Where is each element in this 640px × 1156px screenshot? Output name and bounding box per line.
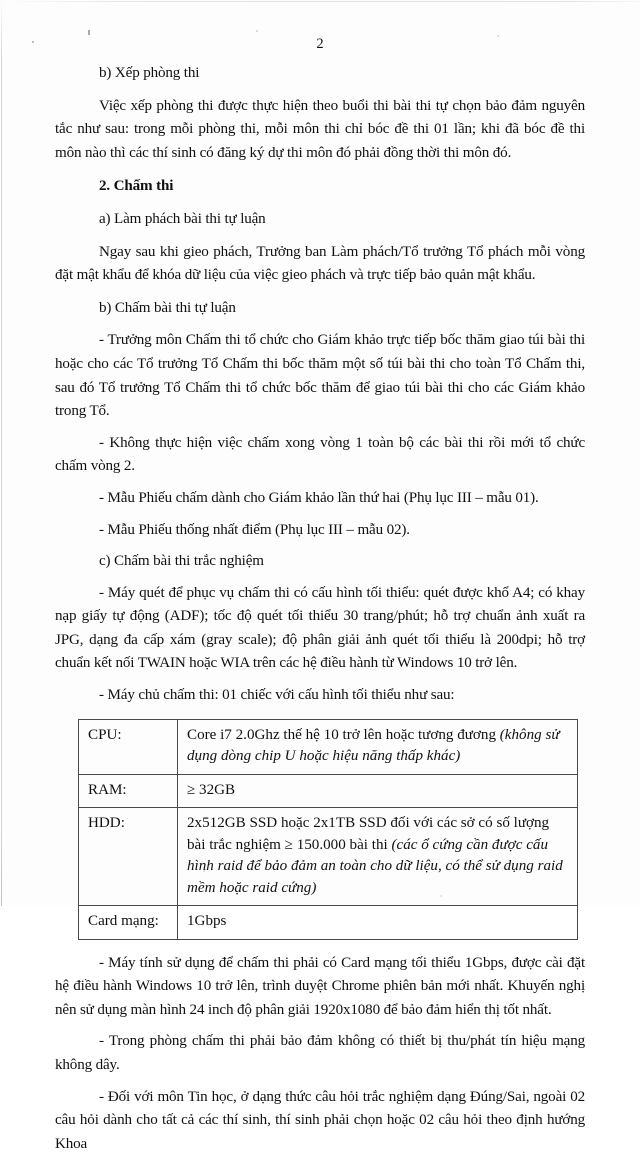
paragraph-xep-phong-thi: Việc xếp phòng thi được thực hiện theo buổi thi bài thi tự chọn bảo đảm nguyên tắc như sau: trong mỗi phòng thi, mỗi môn thi chỉ bóc đề thi 01 lần; khi đã bóc đề thi môn nào thì các thí sinh có đăng ký dự thi môn đó phải đồng thời thi môn đó.	[55, 97, 585, 161]
scan-speck	[88, 30, 90, 35]
spec-value-cpu-plain: Core i7 2.0Ghz thế hệ 10 trở lên hoặc tương đương	[187, 726, 500, 743]
scan-speck	[256, 30, 258, 32]
spec-label-card-mang: Card mạng:	[79, 906, 178, 940]
heading-b-xep-phong-thi: b) Xếp phòng thi	[99, 65, 200, 81]
bullet-bocthamgiaotui: - Trưởng môn Chấm thi tổ chức cho Giám khảo trực tiếp bốc thăm giao túi bài thi hoặc cho các Tổ trưởng Tổ Chấm thi bốc thăm một số túi bài thi cho toàn Tổ Chấm thi, sau đó Tổ trưởng Tổ Chấm thi tổ chức bốc thăm để giao túi bài thi cho các Giám khảo trong Tổ.	[55, 332, 585, 420]
bullet-khong-thiet-bi-khong-day: - Trong phòng chấm thi phải bảo đảm không có thiết bị thu/phát tín hiệu mạng không dây.	[55, 1033, 585, 1074]
page-number: 2	[316, 36, 324, 52]
spec-value-ram-plain: ≥ 32GB	[187, 781, 236, 798]
bullet-may-chu-cham-thi: - Máy chủ chấm thi: 01 chiếc với cấu hình tối thiểu như sau:	[99, 687, 455, 704]
table-row	[79, 719, 578, 774]
spec-value-hdd-note: (các ổ cứng cần được cấu hình raid để bảo đảm an toàn cho dữ liệu, có thể sử dụng raid mềm hoặc raid cứng)	[187, 836, 563, 896]
bullet-mon-tin-hoc: - Đối với môn Tin học, ở dạng thức câu hỏi trắc nghiệm dạng Đúng/Sai, ngoài 02 câu hỏi dành cho tất cả các thí sinh, thí sinh phải chọn hoặc 02 câu hỏi theo định hướng Khoa	[55, 1088, 585, 1152]
spec-value-hdd	[178, 808, 578, 906]
bullet-khong-cham-xong-vong1: - Không thực hiện việc chấm xong vòng 1 toàn bộ các bài thi rồi mới tổ chức chấm vòng 2.	[55, 434, 585, 475]
heading-c-cham-trac-nghiem: c) Chấm bài thi trắc nghiệm	[99, 553, 264, 570]
table-row	[79, 808, 578, 906]
scan-edge-top	[0, 1, 640, 2]
spec-value-cpu-note: (không sử dụng dòng chip U hoặc hiệu năng thấp khác)	[187, 726, 560, 765]
table-row	[79, 906, 578, 940]
spec-value-hdd-plain: 2x512GB SSD hoặc 2x1TB SSD đối với các sở có số lượng bài trắc nghiệm ≥ 150.000 bài thi	[187, 815, 550, 853]
bullet-may-quet-cau-hinh: - Máy quét để phục vụ chấm thi có cấu hình tối thiểu: quét được khổ A4; có khay nạp giấy tự động (ADF); tốc độ quét tối thiểu 30 trang/phút; hỗ trợ chuẩn ảnh xuất ra JPG, dạng đa cấp xám (gray scale); độ phân giải ảnh quét tối thiểu là 200dpi; hỗ trợ chuẩn kết nối TWAIN hoặc WIA trên các hệ điều hành từ Windows 10 trở lên.	[55, 584, 585, 672]
paragraph-lam-phach: Ngay sau khi gieo phách, Trưởng ban Làm phách/Tổ trưởng Tổ phách mỗi vòng đặt mật khẩu để khóa dữ liệu của việc gieo phách và trực tiếp bảo quản mật khẩu.	[55, 243, 585, 284]
heading-a-lam-phach: a) Làm phách bài thi tự luận	[99, 210, 266, 227]
bullet-mau-phieu-thong-nhat-diem: - Mẫu Phiếu thống nhất điểm (Phụ lục III – mẫu 02).	[99, 521, 410, 538]
table-row	[79, 774, 578, 808]
bullet-mau-phieu-cham: - Mẫu Phiếu chấm dành cho Giám khảo lần thứ hai (Phụ lục III – mẫu 01).	[99, 489, 539, 506]
spec-value-card-mang	[178, 906, 578, 940]
bullet-may-tinh-cham-thi: - Máy tính sử dụng để chấm thi phải có Card mạng tối thiểu 1Gbps, được cài đặt hệ điều hành Windows 10 trở lên, trình duyệt Chrome phiên bản mới nhất. Khuyến nghị nên sử dụng màn hình 24 inch độ phân giải 1920x1080 để bảo đảm hiển thị tốt nhất.	[55, 954, 585, 1018]
server-spec-table	[78, 719, 578, 940]
spec-value-ram	[178, 774, 578, 808]
heading-section-2-cham-thi: 2. Chấm thi	[99, 178, 174, 195]
spec-value-card-mang-plain: 1Gbps	[187, 913, 227, 930]
scan-edge-left	[1, 0, 2, 906]
spec-label-hdd: HDD:	[79, 808, 178, 906]
heading-b-cham-bai-tu-luan: b) Chấm bài thi tự luận	[99, 299, 236, 316]
document-body	[55, 62, 585, 1156]
spec-label-cpu: CPU:	[79, 719, 178, 774]
spec-value-cpu	[178, 719, 578, 774]
spec-label-ram: RAM:	[79, 774, 178, 808]
spec-table-body	[79, 719, 578, 939]
